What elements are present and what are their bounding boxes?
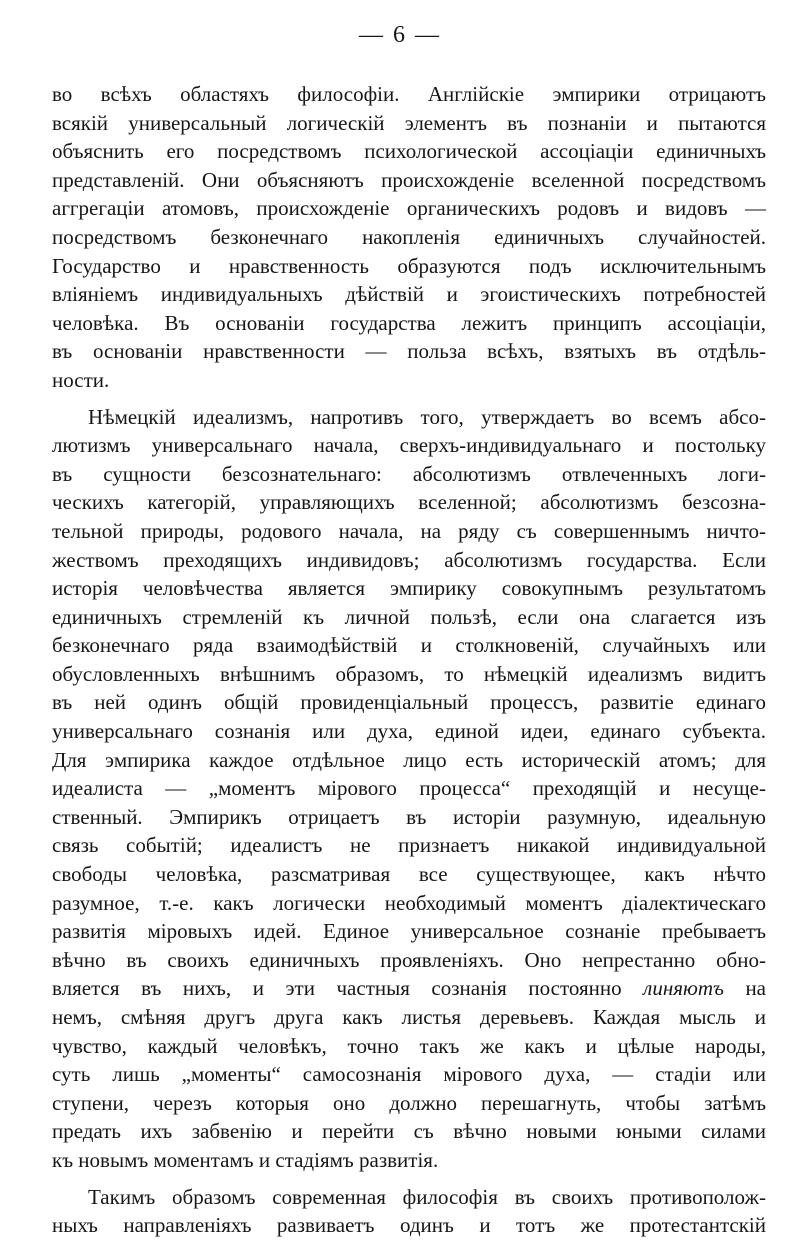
page-number: — 6 — <box>359 22 441 48</box>
text-line: ственный. Эмпирикъ отрицаетъ въ исторіи разумную, идеальную <box>52 804 766 829</box>
text-line: универсальнаго сознанія или духа, единой идеи, единаго субъекта. <box>52 719 766 744</box>
text-line: разумное, т.-е. какъ логически необходимый моментъ діалектическаго <box>52 890 766 915</box>
text-line: обусловленныхъ внѣшнимъ образомъ, то нѣмецкій идеализмъ видитъ <box>52 661 766 686</box>
text-line: ности. <box>52 367 110 392</box>
document-body <box>52 80 766 1240</box>
text-line: ныхъ направленіяхъ развиваетъ одинъ и тотъ же протестантскій <box>52 1213 766 1238</box>
text-line: Для эмпирика каждое отдѣльное лицо есть историческій атомъ; для <box>52 747 766 772</box>
text-line: единичныхъ стремленій къ личной пользѣ, если она слагается изъ <box>52 604 766 629</box>
text-line: посредствомъ безконечнаго накопленія единичныхъ случайностей. <box>52 224 766 249</box>
text-line: вѣчно въ своихъ единичныхъ проявленіяхъ. Оно непрестанно обно- <box>52 947 766 972</box>
text-line: Нѣмецкій идеализмъ, напротивъ того, утверждаетъ во всемъ абсо- <box>88 404 766 429</box>
text-line <box>52 974 766 1003</box>
text-line: чувство, каждый человѣкъ, точно такъ же какъ и цѣлые народы, <box>52 1033 766 1058</box>
italic-word: линяютъ <box>643 976 724 1001</box>
text-line: представленій. Они объясняютъ происхожденіе вселенной посредствомъ <box>52 167 766 192</box>
text-line: жествомъ преходящихъ индивидовъ; абсолютизмъ государства. Если <box>52 547 766 572</box>
text-line: вліяніемъ индивидуальныхъ дѣйствій и эгоистическихъ потребностей <box>52 282 766 307</box>
text-line: во всѣхъ областяхъ философіи. Англійскіе эмпирики отрицаютъ <box>52 82 766 106</box>
text-line: аггрегаціи атомовъ, происхожденіе органическихъ родовъ и видовъ — <box>52 196 766 221</box>
paragraph <box>52 80 766 395</box>
text-line: въ основаніи нравственности — польза всѣхъ, взятыхъ въ отдѣль- <box>52 339 766 364</box>
paragraph <box>52 403 766 1175</box>
text-line: развитія міровыхъ идей. Единое универсальное сознаніе пребываетъ <box>52 919 766 944</box>
text-line: исторія человѣчества является эмпирику совокупнымъ результатомъ <box>52 576 766 601</box>
text-line: безконечнаго ряда взаимодѣйствій и столкновеній, случайныхъ или <box>52 633 766 658</box>
text-line: лютизмъ универсальнаго начала, сверхъ-индивидуальнаго и постольку <box>52 433 766 458</box>
text-line: ческихъ категорій, управляющихъ вселенной; абсолютизмъ безсозна- <box>52 490 766 515</box>
text-line: тельной природы, родового начала, на ряду съ совершеннымъ ничто- <box>52 518 766 543</box>
text-line: предать ихъ забвенію и перейти съ вѣчно новыми юными силами <box>52 1119 766 1144</box>
text-line: человѣка. Въ основаніи государства лежитъ принципъ ассоціаціи, <box>52 310 766 335</box>
text-line: объяснить его посредствомъ психологической ассоціаціи единичныхъ <box>52 139 766 164</box>
text-line: суть лишь „моменты“ самосознанія мірового духа, — стадіи или <box>52 1062 766 1087</box>
text-line: немъ, смѣняя другъ друга какъ листья деревьевъ. Каждая мысль и <box>52 1005 766 1029</box>
text-line: идеалиста — „моментъ мірового процесса“ преходящій и несуще- <box>52 776 766 801</box>
text-line: Такимъ образомъ современная философія въ своихъ противополож- <box>88 1184 766 1209</box>
text-line: въ сущности безсознательнаго: абсолютизмъ отвлеченныхъ логи- <box>52 461 766 486</box>
paragraph <box>52 1183 766 1240</box>
text-line: всякій универсальный логическій элементъ въ познаніи и пытаются <box>52 110 766 135</box>
text-segment: на <box>723 976 767 1001</box>
text-segment: вляется въ нихъ, и эти частныя сознанія постоянно <box>52 976 644 1001</box>
text-line: къ новымъ моментамъ и стадіямъ развитія. <box>52 1147 439 1172</box>
text-line: ступени, черезъ которыя оно должно перешагнуть, чтобы затѣмъ <box>52 1090 766 1115</box>
text-line: свободы человѣка, разсматривая все существующее, какъ нѣчто <box>52 862 766 887</box>
text-line: связь событій; идеалистъ не признаетъ никакой индивидуальной <box>52 833 766 858</box>
text-line: въ ней одинъ общій провиденціальный процессъ, развитіе единаго <box>52 690 766 715</box>
text-line: Государство и нравственность образуются подъ исключительнымъ <box>52 253 766 278</box>
